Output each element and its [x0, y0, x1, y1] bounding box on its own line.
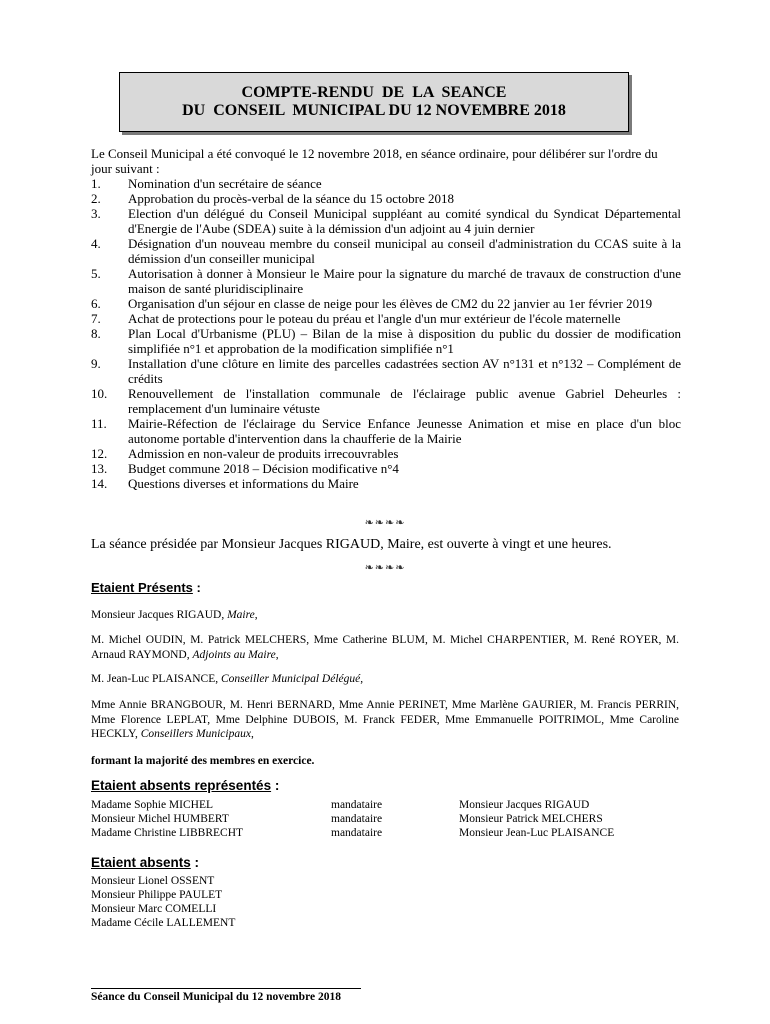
- agenda-item-text: Nomination d'un secrétaire de séance: [128, 176, 322, 191]
- absent-name: Monsieur Philippe PAULET: [91, 889, 223, 901]
- document-title-box: [119, 72, 629, 132]
- intro-text: Le Conseil Municipal a été convoqué le 12 novembre 2018, en séance ordinaire, pour délibérer sur l'ordre du jour suivant :: [91, 146, 658, 176]
- agenda-item-number: 4.: [91, 236, 101, 251]
- title-line-2: DU CONSEIL MUNICIPAL DU 12 NOVEMBRE 2018: [182, 102, 566, 119]
- agenda-section: [91, 146, 681, 491]
- presents-conseillers: Mme Annie BRANGBOUR, M. Henri BERNARD, Mme Annie PERINET, Mme Marlène GAURIER, M. Francis PERRIN, Mme Florence LEPLAT, Mme Delphine DUBOIS, M. Franck FEDER, Mme Emmanuelle POITRIMOL, Mme Caroline HECKLY, Conseillers Municipaux,: [91, 699, 679, 740]
- agenda-item: [91, 296, 681, 311]
- represented-row: [91, 798, 681, 812]
- agenda-item: [91, 191, 681, 206]
- represented-table: [91, 798, 681, 840]
- agenda-item: [91, 356, 681, 386]
- presents-maire: Monsieur Jacques RIGAUD, Maire,: [91, 609, 258, 621]
- represented-heading: Etaient absents représentés :: [91, 778, 280, 793]
- agenda-item-number: 6.: [91, 296, 101, 311]
- proxy-name: Monsieur Jean-Luc PLAISANCE: [459, 827, 615, 839]
- agenda-item-number: 1.: [91, 176, 101, 191]
- agenda-item: [91, 461, 681, 476]
- agenda-item-text: Admission en non-valeur de produits irrecouvrables: [128, 446, 399, 461]
- agenda-item: [91, 446, 681, 461]
- agenda-item-text: Election d'un délégué du Conseil Municipal suppléant au comité syndical du Syndicat Départemental d'Energie de l'Aube (SDEA) suite à la démission d'un adjoint au 4 juin dernier: [128, 206, 681, 236]
- agenda-item-number: 12.: [91, 446, 108, 461]
- agenda-item-text: Questions diverses et informations du Maire: [128, 476, 359, 491]
- agenda-item: [91, 266, 681, 296]
- mandataire-label: mandataire: [331, 827, 383, 839]
- agenda-item: [91, 311, 681, 326]
- absent-name: Monsieur Lionel OSSENT: [91, 875, 215, 887]
- agenda-item-number: 7.: [91, 311, 101, 326]
- mandataire-label: mandataire: [331, 813, 383, 825]
- represented-row: [91, 812, 681, 826]
- page-footer: Séance du Conseil Municipal du 12 novembre 2018: [91, 991, 341, 1003]
- absent-name: Monsieur Michel HUMBERT: [91, 813, 229, 825]
- agenda-item-number: 5.: [91, 266, 101, 281]
- presents-adjoints: M. Michel OUDIN, M. Patrick MELCHERS, Mme Catherine BLUM, M. Michel CHARPENTIER, M. René ROYER, M. Arnaud RAYMOND, Adjoints au Maire,: [91, 634, 679, 661]
- agenda-item-text: Plan Local d'Urbanisme (PLU) – Bilan de la mise à disposition du public du dossier de modification simplifiée n°1 et approbation de la modification simplifiée n°1: [128, 326, 681, 356]
- ornament-divider-2: ❧❧❧❧: [364, 562, 406, 574]
- presents-delegue: M. Jean-Luc PLAISANCE, Conseiller Municipal Délégué,: [91, 673, 364, 685]
- agenda-item: [91, 326, 681, 356]
- title-line-1: COMPTE-RENDU DE LA SEANCE: [241, 84, 507, 101]
- agenda-item-number: 3.: [91, 206, 101, 221]
- absent-name: Madame Christine LIBBRECHT: [91, 827, 244, 839]
- agenda-item-text: Budget commune 2018 – Décision modificative n°4: [128, 461, 399, 476]
- represented-row: [91, 826, 681, 840]
- proxy-name: Monsieur Patrick MELCHERS: [459, 813, 603, 825]
- agenda-item-text: Organisation d'un séjour en classe de neige pour les élèves de CM2 du 22 janvier au 1er février 2019: [128, 296, 653, 311]
- agenda-item-number: 9.: [91, 356, 101, 371]
- agenda-item: [91, 176, 681, 191]
- footer-rule: [91, 988, 361, 989]
- presents-heading: Etaient Présents :: [91, 580, 201, 595]
- agenda-item: [91, 236, 681, 266]
- agenda-item-number: 8.: [91, 326, 101, 341]
- agenda-item-number: 11.: [91, 416, 107, 431]
- ornament-divider-1: ❧❧❧❧: [364, 517, 406, 529]
- agenda-item-text: Mairie-Réfection de l'éclairage du Service Enfance Jeunesse Animation et mise en place d'un bloc autonome portable d'intervention dans la chaufferie de la Mairie: [128, 416, 681, 446]
- absent-name: Madame Sophie MICHEL: [91, 799, 214, 811]
- absent-name: Madame Cécile LALLEMENT: [91, 917, 236, 929]
- agenda-item-number: 2.: [91, 191, 101, 206]
- majorite-text: formant la majorité des membres en exercice.: [91, 755, 315, 767]
- absent-name: Monsieur Marc COMELLI: [91, 903, 217, 915]
- agenda-item: [91, 206, 681, 236]
- agenda-item-text: Renouvellement de l'installation communale de l'éclairage public avenue Gabriel Deheurles : remplacement d'un luminaire vétuste: [128, 386, 681, 416]
- agenda-item-text: Désignation d'un nouveau membre du conseil municipal au conseil d'administration du CCAS suite à la démission d'un conseiller municipal: [128, 236, 681, 266]
- agenda-item-text: Installation d'une clôture en limite des parcelles cadastrées section AV n°131 et n°132 – Complément de crédits: [128, 356, 681, 386]
- seance-opening: La séance présidée par Monsieur Jacques RIGAUD, Maire, est ouverte à vingt et une heures.: [91, 537, 612, 552]
- agenda-item: [91, 416, 681, 446]
- agenda-item-number: 10.: [91, 386, 108, 401]
- agenda-item-number: 13.: [91, 461, 108, 476]
- mandataire-label: mandataire: [331, 799, 383, 811]
- agenda-list: [91, 176, 681, 491]
- absents-list: [91, 874, 235, 930]
- agenda-item-number: 14.: [91, 476, 108, 491]
- agenda-item-text: Approbation du procès-verbal de la séance du 15 octobre 2018: [128, 191, 454, 206]
- proxy-name: Monsieur Jacques RIGAUD: [459, 799, 590, 811]
- agenda-item-text: Achat de protections pour le poteau du préau et l'angle d'un mur extérieur de l'école maternelle: [128, 311, 621, 326]
- absents-heading: Etaient absents :: [91, 855, 200, 870]
- agenda-item-text: Autorisation à donner à Monsieur le Maire pour la signature du marché de travaux de construction d'une maison de santé pluridisciplinaire: [128, 266, 681, 296]
- agenda-item: [91, 386, 681, 416]
- agenda-item: [91, 476, 681, 491]
